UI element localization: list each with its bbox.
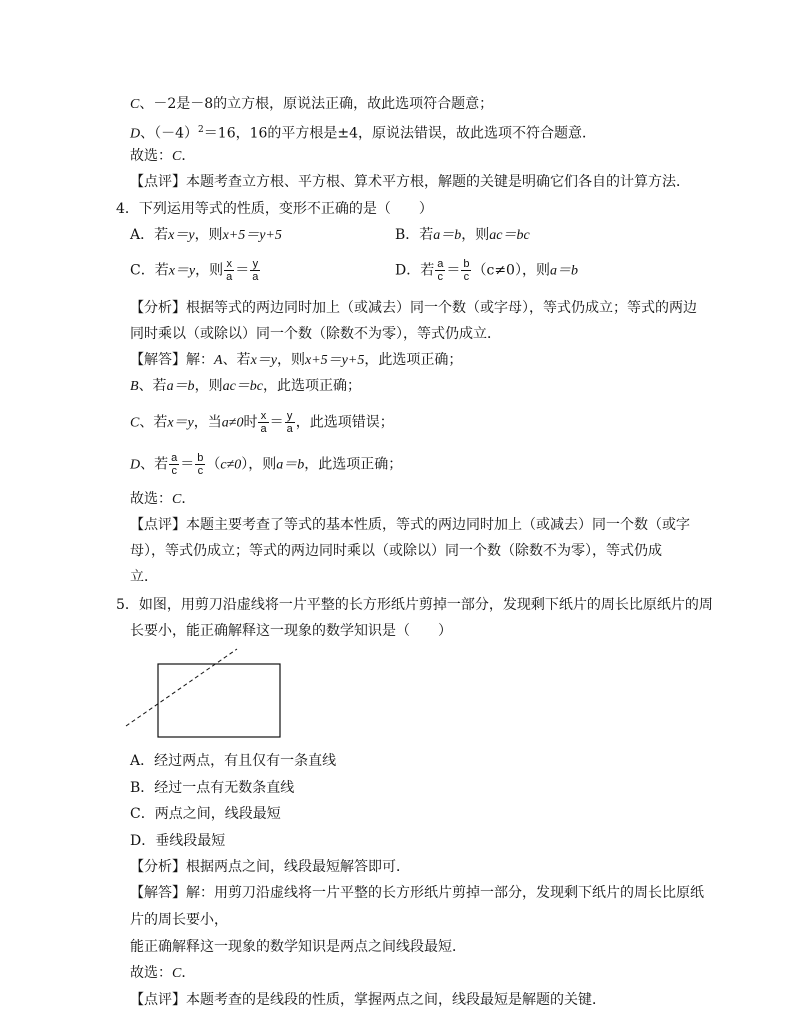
q4-option-b: B．若a＝b，则ac＝bc (395, 227, 530, 243)
fraction-b-over-c: $\frac{b}{c}$ (197, 452, 204, 477)
fraction-b-over-c: $\frac{b}{c}$ (463, 258, 470, 283)
q4-stem: 4．下列运用等式的性质，变形不正确的是（ ） (116, 201, 433, 217)
q3-answer: 故选：C． (130, 148, 196, 164)
q4-analysis-2: 同时乘以（或除以）同一个数（除数不为零），等式仍成立． (130, 326, 501, 342)
q4-solution-b: B、若a＝b，则ac＝bc，此选项正确； (130, 378, 361, 394)
fraction-x-over-a: $\frac{x}{a}$ (260, 410, 267, 435)
q5-solution-1: 【解答】解：用剪刀沿虚线将一片平整的长方形纸片剪掉一部分，发现剩下纸片的周长比原纸 (130, 885, 704, 901)
q4-option-d: D．若 $\frac{a}{c}$ ＝ $\frac{b}{c}$ （c≠0），则a＝b (395, 258, 578, 283)
fraction-y-over-a: $\frac{y}{a}$ (286, 410, 293, 435)
q4-solution-a: 【解答】解：A、若x＝y，则x+5＝y+5，此选项正确； (130, 352, 463, 368)
q3-option-c: C、－2是－8的立方根，原说法正确，故此选项符合题意； (130, 96, 494, 112)
q4-analysis-1: 【分析】根据等式的两边同时加上（或减去）同一个数（或字母），等式仍成立；等式的两边 (130, 300, 697, 316)
fraction-a-over-c: $\frac{a}{c}$ (437, 258, 444, 283)
dashed-cut-line (126, 649, 237, 726)
q4-solution-c: C、若x＝y，当a≠0时 $\frac{x}{a}$ ＝ $\frac{y}{a}$ ，此选项错误； (130, 410, 394, 435)
q5-answer: 故选：C． (130, 965, 196, 981)
rectangle-cut-figure (120, 643, 290, 743)
q3-option-d: D、$(-4)^2=16$，16的平方根是±4，原说法错误，故此选项不符合题意． (130, 125, 597, 142)
q4-comment-1: 【点评】本题主要考查了等式的基本性质，等式的两边同时加上（或减去）同一个数（或字 (130, 517, 690, 533)
q5-stem-1: 5．如图，用剪刀沿虚线将一片平整的长方形纸片剪掉一部分，发现剩下纸片的周长比原纸片的周 (116, 597, 713, 613)
q3-comment: 【点评】本题考查立方根、平方根、算术平方根，解题的关键是明确它们各自的计算方法． (130, 174, 690, 190)
q4-comment-3: 立． (130, 569, 158, 585)
q5-stem-2: 长要小，能正确解释这一现象的数学知识是（ ） (130, 623, 452, 639)
q5-option-c: C．两点之间，线段最短 (130, 806, 281, 822)
q4-option-c: C．若x＝y，则 $\frac{x}{a}$ ＝ $\frac{y}{a}$ (130, 258, 259, 283)
q5-comment: 【点评】本题考查的是线段的性质，掌握两点之间，线段最短是解题的关键． (130, 992, 606, 1008)
q5-option-d: D．垂线段最短 (130, 833, 226, 849)
q5-solution-3: 能正确解释这一现象的数学知识是两点之间线段最短． (130, 939, 466, 955)
q5-option-a: A．经过两点，有且仅有一条直线 (130, 753, 337, 769)
paper-rectangle (158, 664, 280, 737)
q5-solution-2: 片的周长要小， (130, 912, 228, 928)
q4-comment-2: 母），等式仍成立；等式的两边同时乘以（或除以）同一个数（除数不为零），等式仍成 (130, 543, 662, 559)
q5-option-b: B．经过一点有无数条直线 (130, 780, 295, 796)
q4-answer: 故选：C． (130, 491, 196, 507)
q5-analysis: 【分析】根据两点之间，线段最短解答即可． (130, 859, 410, 875)
q4-solution-d: D、若 $\frac{a}{c}$ ＝ $\frac{b}{c}$ （c≠0），则a＝b，此选项正确； (130, 452, 403, 477)
fraction-a-over-c: $\frac{a}{c}$ (171, 452, 178, 477)
q4-option-a: A．若x＝y，则x+5＝y+5 (130, 227, 282, 243)
fraction-x-over-a: $\frac{x}{a}$ (226, 258, 233, 283)
fraction-y-over-a: $\frac{y}{a}$ (252, 258, 259, 283)
